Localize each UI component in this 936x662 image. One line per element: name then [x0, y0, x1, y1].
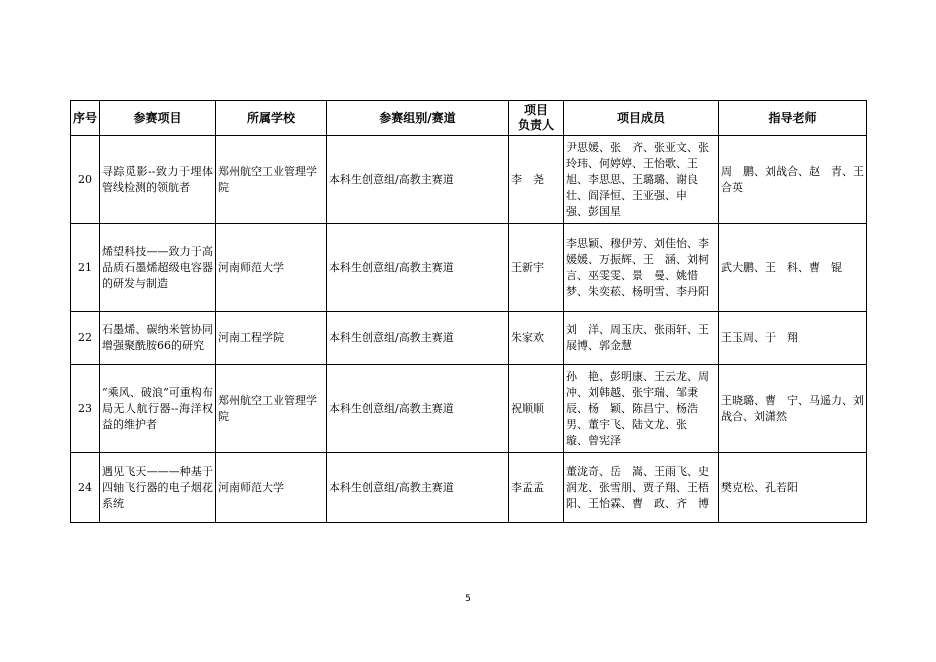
row-school: 郑州航空工业管理学院	[216, 365, 327, 453]
row-advisors: 王晓璐、曹 宁、马遥力、刘战合、刘潇然	[719, 365, 867, 453]
table-row	[71, 136, 867, 224]
header-members: 项目成员	[564, 101, 719, 136]
row-index: 21	[71, 224, 100, 312]
table-row	[71, 312, 867, 365]
table-header	[71, 101, 867, 136]
row-members: 刘 洋、周玉庆、张雨轩、王展博、郭金慧	[564, 312, 719, 365]
row-index: 22	[71, 312, 100, 365]
row-advisors: 王玉周、于 翔	[719, 312, 867, 365]
row-school: 河南工程学院	[216, 312, 327, 365]
header-project: 参赛项目	[100, 101, 216, 136]
row-project: 遇见飞天———种基于四轴飞行器的电子烟花系统	[100, 453, 216, 523]
header-category: 参赛组别/赛道	[327, 101, 509, 136]
row-project: 寻踪觅影--致力于埋体管线检测的领航者	[100, 136, 216, 224]
row-category: 本科生创意组/高教主赛道	[327, 365, 509, 453]
row-leader: 李孟孟	[509, 453, 564, 523]
header-leader-line2: 负责人	[517, 118, 554, 132]
row-category: 本科生创意组/高教主赛道	[327, 312, 509, 365]
header-school: 所属学校	[216, 101, 327, 136]
page-number: 5	[465, 594, 471, 604]
row-members: 孙 艳、彭明康、王云龙、周 冲、刘韩越、张宇瑞、邹秉辰、杨 颖、陈昌宁、杨浩男、董宇飞、陆文龙、张 璇、曾宪泽	[564, 365, 719, 453]
row-category: 本科生创意组/高教主赛道	[327, 136, 509, 224]
row-project: “乘风、破浪”可重构布局无人航行器--海洋权益的维护者	[100, 365, 216, 453]
row-leader: 朱家欢	[509, 312, 564, 365]
row-leader: 王新宇	[509, 224, 564, 312]
header-row	[71, 101, 867, 136]
row-members: 尹思媛、张 齐、张亚文、张玲玮、何婷婷、王怡歌、王 旭、李思思、王璐璐、谢良壮、阎泽恒、王亚强、申 强、彭国星	[564, 136, 719, 224]
row-category: 本科生创意组/高教主赛道	[327, 453, 509, 523]
row-advisors: 周 鹏、刘战合、赵 青、王合英	[719, 136, 867, 224]
row-index: 24	[71, 453, 100, 523]
row-category: 本科生创意组/高教主赛道	[327, 224, 509, 312]
header-leader	[509, 101, 564, 136]
header-index: 序号	[71, 101, 100, 136]
table-row	[71, 453, 867, 523]
row-index: 23	[71, 365, 100, 453]
table-row	[71, 365, 867, 453]
row-project: 石墨烯、碳纳米管协同增强聚酰胺66的研究	[100, 312, 216, 365]
row-leader: 李 尧	[509, 136, 564, 224]
row-project: 烯望科技——致力于高品质石墨烯超级电容器的研发与制造	[100, 224, 216, 312]
table-body	[71, 136, 867, 523]
award-table	[70, 100, 867, 523]
row-index: 20	[71, 136, 100, 224]
header-advisors: 指导老师	[719, 101, 867, 136]
row-school: 河南师范大学	[216, 453, 327, 523]
row-members: 李思颖、穆伊芳、刘佳怡、李媛媛、万振辉、王 涵、刘柯言、巫雯雯、景 曼、姚惜梦、朱奕菘、杨明雪、李丹阳	[564, 224, 719, 312]
table-row	[71, 224, 867, 312]
row-leader: 祝顺顺	[509, 365, 564, 453]
row-members: 董泷奇、岳 嵩、王雨飞、史润龙、张雪朋、贾子翔、王梧阳、王怡霖、曹 政、齐 博	[564, 453, 719, 523]
row-advisors: 武大鹏、王 科、曹 锟	[719, 224, 867, 312]
row-school: 郑州航空工业管理学院	[216, 136, 327, 224]
row-school: 河南师范大学	[216, 224, 327, 312]
header-leader-line1: 项目	[523, 103, 548, 117]
row-advisors: 樊克松、孔若阳	[719, 453, 867, 523]
